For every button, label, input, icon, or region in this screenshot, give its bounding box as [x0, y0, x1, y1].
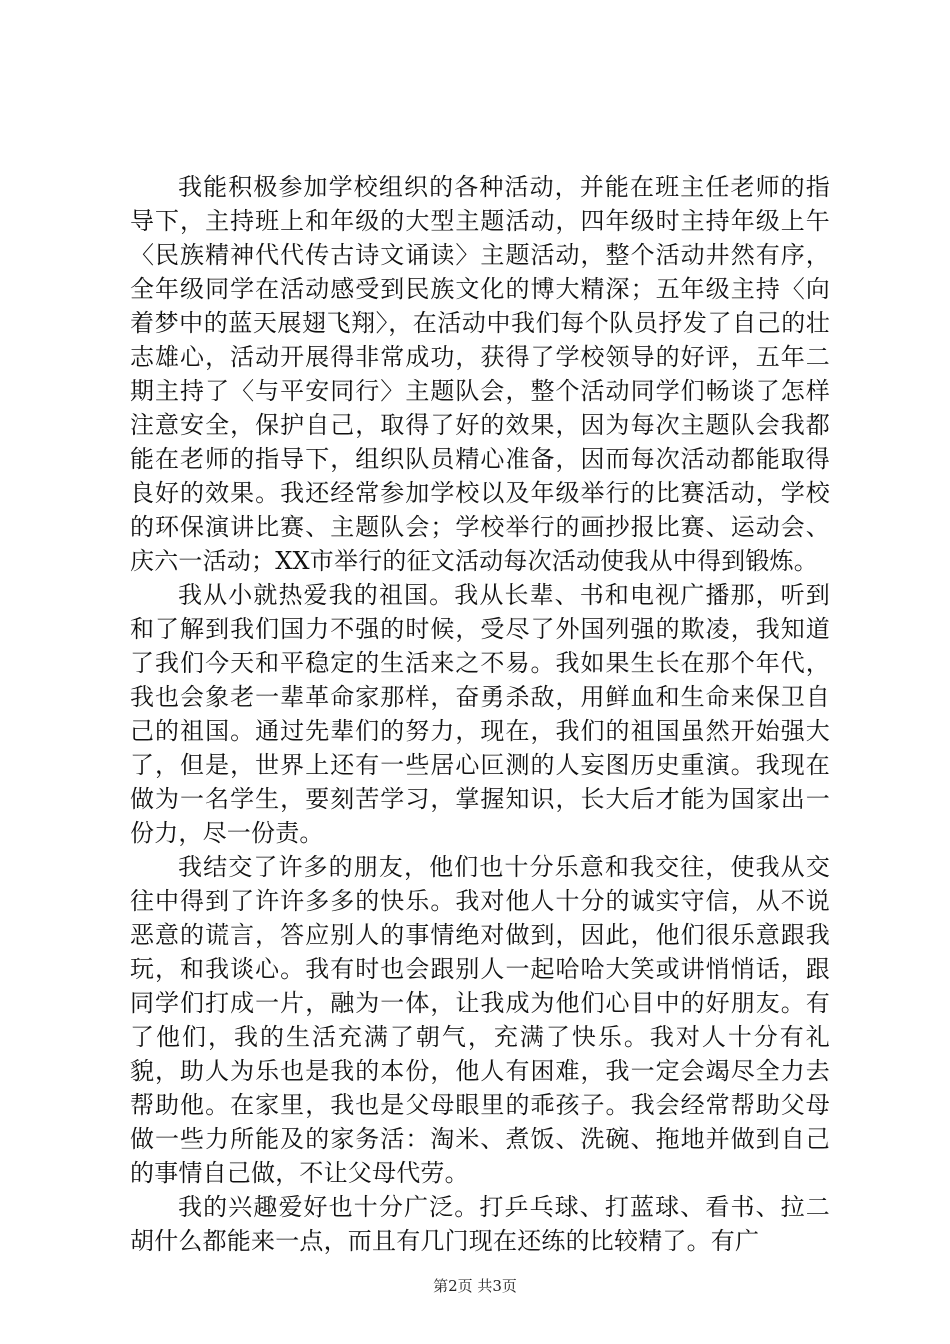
- paragraph-motherland: 我从小就热爱我的祖国。我从长辈、书和电视广播那，听到和了解到我们国力不强的时候，受尽了外国列强的欺凌，我知道了我们今天和平稳定的生活来之不易。我如果生长在那个年代，我也会象老一辈革命家那样，奋勇杀敌，用鲜血和生命来保卫自己的祖国。通过先辈们的努力，现在，我们的祖国虽然开始强大了，但是，世界上还有一些居心叵测的人妄图历史重演。我现在做为一名学生，要刻苦学习，掌握知识，长大后才能为国家出一份力，尽一份责。: [130, 581, 830, 847]
- paragraph-hobbies: 我的兴趣爱好也十分广泛。打乒乓球、打蓝球、看书、拉二胡什么都能来一点，而且有几门现在还练的比较精了。有广: [130, 1193, 830, 1255]
- paragraph-friends: 我结交了许多的朋友，他们也十分乐意和我交往，使我从交往中得到了许许多多的快乐。我对他人十分的诚实守信，从不说恶意的谎言，答应别人的事情绝对做到，因此，他们很乐意跟我玩，和我谈心。我有时也会跟别人一起哈哈大笑或讲悄悄话，跟同学们打成一片，融为一体，让我成为他们心目中的好朋友。有了他们，我的生活充满了朝气，充满了快乐。我对人十分有礼貌，助人为乐也是我的本份，他人有困难，我一定会竭尽全力去帮助他。在家里，我也是父母眼里的乖孩子。我会经常帮助父母做一些力所能及的家务活：淘米、煮饭、洗碗、拖地并做到自己的事情自己做，不让父母代劳。: [130, 853, 830, 1187]
- body-text: [130, 170, 830, 1258]
- page-number-footer: 第2页 共3页: [433, 1277, 517, 1295]
- paragraph-activities: 我能积极参加学校组织的各种活动，并能在班主任老师的指导下，主持班上和年级的大型主题活动，四年级时主持年级上午〈民族精神代代传古诗文诵读〉主题活动，整个活动井然有序，全年级同学在活动感受到民族文化的博大精深；五年级主持〈向着梦中的蓝天展翅飞翔〉，在活动中我们每个队员抒发了自己的壮志雄心，活动开展得非常成功，获得了学校领导的好评，五年二期主持了〈与平安同行〉主题队会，整个活动同学们畅谈了怎样注意安全，保护自己，取得了好的效果，因为每次主题队会我都能在老师的指导下，组织队员精心准备，因而每次活动都能取得良好的效果。我还经常参加学校以及年级举行的比赛活动，学校的环保演讲比赛、主题队会；学校举行的画抄报比赛、运动会、庆六一活动；XX市举行的征文活动每次活动使我从中得到锻炼。: [130, 173, 830, 575]
